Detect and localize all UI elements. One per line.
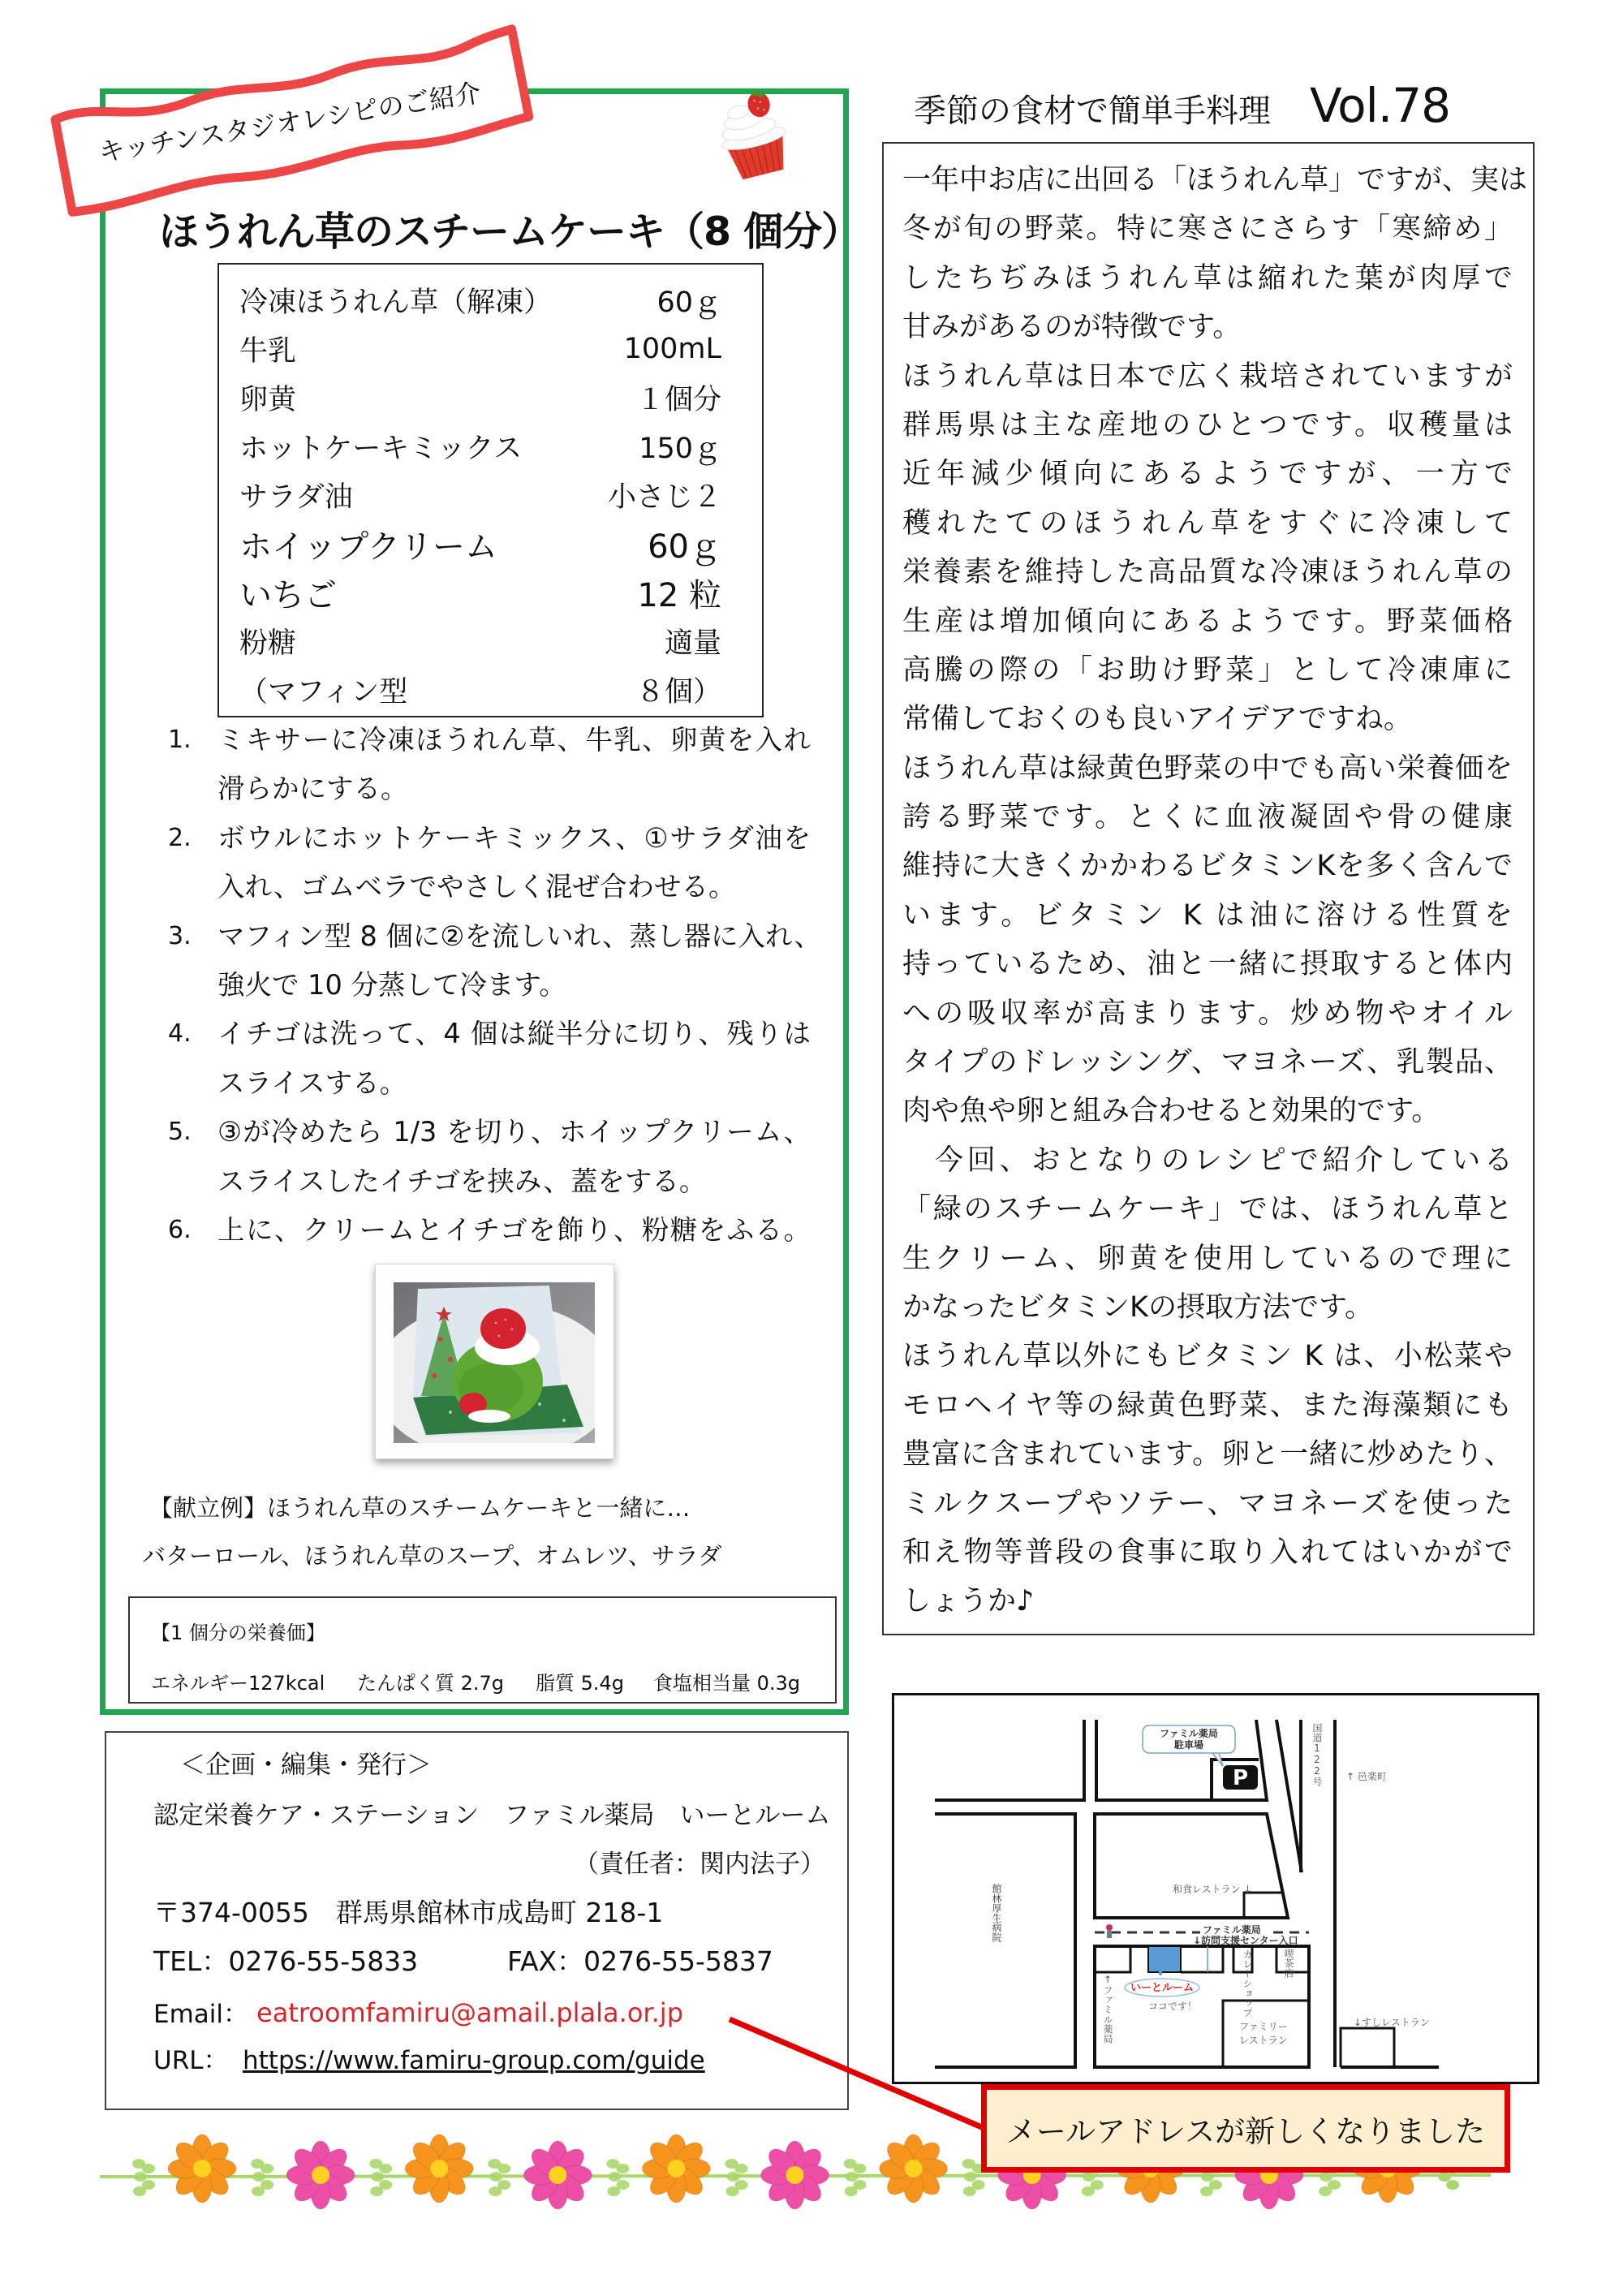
ingredient-row bbox=[239, 471, 721, 519]
flower-icon bbox=[642, 2134, 710, 2203]
column-text bbox=[902, 156, 1528, 1626]
step-number: 6. bbox=[168, 1215, 192, 1244]
step-item bbox=[162, 912, 820, 1010]
cake-photo bbox=[375, 1264, 614, 1459]
flower-icon bbox=[523, 2141, 592, 2209]
column-line: 今回、おとなりのレシピで紹介している bbox=[902, 1144, 1513, 1177]
column-line: ほうれん草は緑黄色野菜の中でも高い栄養価を bbox=[902, 752, 1513, 785]
email-label: Email： bbox=[153, 2000, 249, 2029]
ingredient-name: ホットケーキミックス bbox=[239, 433, 523, 465]
step-text: ミキサーに冷凍ほうれん草、牛乳、卵黄を入れ bbox=[217, 724, 811, 756]
nutrition-label: たんぱく質 bbox=[357, 1672, 454, 1695]
ingredient-amount: 適量 bbox=[664, 627, 721, 660]
ingredient-row bbox=[239, 617, 721, 666]
column-line: 誇る野菜です。とくに血液凝固や骨の健康 bbox=[902, 801, 1513, 834]
step-text: スライスしたイチゴを挟み、蓋をする。 bbox=[217, 1165, 707, 1197]
ingredient-row bbox=[239, 422, 721, 471]
nutrition-value: 127kcal bbox=[248, 1672, 325, 1695]
flower-icon bbox=[761, 2141, 829, 2209]
column-line: 和え物等普段の食事に取り入れてはいかがで bbox=[902, 1536, 1513, 1569]
column-line: 一年中お店に出回る「ほうれん草」ですが、実は bbox=[902, 164, 1528, 196]
step-text: マフィン型 8 個に②を流しいれ、蒸し器に入れ、 bbox=[217, 920, 821, 952]
step-number: 5. bbox=[168, 1118, 192, 1147]
column-paragraph bbox=[902, 744, 1513, 1136]
sushi-restaurant-label: ↓すしレストラン bbox=[1354, 2017, 1430, 2028]
ingredient-name: 冷凍ほうれん草（解凍） bbox=[239, 286, 553, 319]
ingredient-amount: 60ｇ bbox=[657, 286, 721, 319]
ingredient-amount: 12 粒 bbox=[637, 576, 721, 614]
nutrition-energy bbox=[151, 1669, 325, 1697]
volume-number: Vol.78 bbox=[1310, 78, 1451, 133]
column-title: 季節の食材で簡単手料理 bbox=[914, 93, 1271, 130]
pharmacy-side-label: ↑ファミル薬局 bbox=[1102, 1974, 1113, 2044]
step-text: 入れ、ゴムベラでやさしく混ぜ合わせる。 bbox=[217, 871, 736, 903]
column-line: 穫れたてのほうれん草をすぐに冷凍して bbox=[902, 506, 1513, 540]
step-text: ③が冷めたら 1/3 を切り、ホイップクリーム、 bbox=[217, 1116, 811, 1148]
family-restaurant-label: レストラン bbox=[1239, 2035, 1288, 2046]
ingredient-row bbox=[239, 666, 721, 714]
eatroom-label: いーとルーム bbox=[1130, 1982, 1195, 1994]
column-paragraph bbox=[902, 1332, 1513, 1626]
route-label: 国道122号 bbox=[1311, 1723, 1323, 1786]
curry-shop-label: カレーショップ bbox=[1242, 1949, 1253, 2018]
postal-address: 〒374-0055 群馬県館林市成島町 218-1 bbox=[153, 1897, 664, 1928]
column-line: タイプのドレッシング、マヨネーズ、乳製品、 bbox=[902, 1046, 1513, 1079]
column-paragraph bbox=[902, 1136, 1513, 1333]
nutrition-label: 食塩相当量 bbox=[653, 1672, 751, 1695]
direction-label: ↑ 邑楽町 bbox=[1346, 1771, 1387, 1782]
step-text: 上に、クリームとイチゴを飾り、粉糖をふる。 bbox=[217, 1213, 811, 1246]
nutrition-value: 0.3g bbox=[756, 1672, 801, 1695]
recipe-title: ほうれん草のスチームケーキ（8 個分） bbox=[159, 209, 861, 255]
step-item bbox=[162, 716, 820, 814]
ingredient-row bbox=[239, 519, 721, 568]
nutrition-label: エネルギー bbox=[151, 1672, 248, 1695]
parking-icon bbox=[1223, 1765, 1258, 1790]
step-number: 2. bbox=[168, 823, 192, 852]
ingredient-name: 粉糖 bbox=[239, 627, 297, 660]
url-label: URL： bbox=[153, 2046, 229, 2075]
column-line: 生産は増加傾向にあるようです。野菜価格 bbox=[902, 605, 1513, 638]
callout-pointer-line bbox=[722, 2011, 998, 2141]
column-line: したちぢみほうれん草は縮れた葉が肉厚で bbox=[902, 261, 1513, 295]
column-line: 近年減少傾向にあるようですが、一方で bbox=[902, 458, 1513, 491]
step-text: 滑らかにする。 bbox=[217, 773, 408, 805]
column-line: ほうれん草は日本で広く栽培されていますが bbox=[902, 360, 1513, 393]
column-line: 豊富に含まれています。卵と一緒に炒めたり、 bbox=[902, 1438, 1513, 1471]
here-label: ココです！ bbox=[1147, 2001, 1198, 2012]
recipe-banner bbox=[0, 0, 584, 260]
parking-icon-label: P bbox=[1232, 1766, 1249, 1790]
step-text: ボウルにホットケーキミックス、①サラダ油を bbox=[217, 821, 811, 854]
column-line: ほうれん草以外にもビタミン K は、小松菜や bbox=[902, 1340, 1513, 1373]
nutrition-value: 2.7g bbox=[460, 1672, 505, 1695]
column-line: 冬が旬の野菜。特に寒さにさらす「寒締め」 bbox=[902, 213, 1513, 246]
parking-callout bbox=[1143, 1725, 1235, 1766]
hospital-label: 館林厚生病院 bbox=[991, 1884, 1002, 1942]
ingredient-row bbox=[239, 276, 721, 325]
ingredient-name: ホイップクリーム bbox=[239, 528, 497, 566]
ingredient-amount: 60ｇ bbox=[648, 528, 721, 566]
column-line: 維持に大きくかかわるビタミンKを多く含んで bbox=[902, 850, 1513, 883]
responsible-person: （責任者：関内法子） bbox=[574, 1850, 825, 1879]
fax-label: FAX： bbox=[507, 1945, 584, 1977]
recipe-steps bbox=[162, 716, 820, 1255]
cake-photo-image bbox=[394, 1282, 595, 1443]
eatroom-location-marker bbox=[1148, 1946, 1181, 1972]
ingredient-row bbox=[239, 373, 721, 422]
column-paragraph bbox=[902, 352, 1513, 744]
tel-number: 0276-55-5833 bbox=[228, 1945, 419, 1977]
step-number: 4. bbox=[168, 1019, 192, 1049]
step-item bbox=[162, 1010, 820, 1108]
tel-field bbox=[153, 1945, 418, 1978]
parking-callout-line: ファミル薬局 bbox=[1160, 1728, 1218, 1739]
nutrition-heading: 【1 個分の栄養価】 bbox=[151, 1622, 325, 1644]
nutrition-box bbox=[128, 1596, 837, 1704]
step-item bbox=[162, 1108, 820, 1206]
ingredient-amount: １個分 bbox=[635, 384, 721, 416]
column-header bbox=[914, 78, 1450, 133]
menu-example-heading: 【献立例】ほうれん草のスチームケーキと一緒に… bbox=[149, 1494, 691, 1522]
ingredient-row bbox=[239, 325, 721, 373]
ingredient-row bbox=[239, 568, 721, 617]
column-line: への吸収率が高まります。炒め物やオイル bbox=[902, 997, 1513, 1030]
column-line: 甘みがあるのが特徴です。 bbox=[902, 311, 1242, 344]
column-line: 栄養素を維持した高品質な冷凍ほうれん草の bbox=[902, 556, 1513, 589]
step-number: 3. bbox=[168, 921, 192, 950]
column-line: ミルクスープやソテー、マヨネーズを使った bbox=[902, 1487, 1513, 1520]
nutrition-protein bbox=[357, 1669, 504, 1697]
parking-callout-line: 駐車場 bbox=[1173, 1739, 1204, 1751]
step-item bbox=[162, 1206, 820, 1255]
column-line: 生クリーム、卵黄を使用しているので理に bbox=[902, 1242, 1513, 1275]
column-line: かなったビタミンKの摂取方法です。 bbox=[902, 1290, 1374, 1324]
email-changed-notice bbox=[981, 2084, 1510, 2173]
column-line: 肉や魚や卵と組み合わせると効果的です。 bbox=[902, 1095, 1440, 1128]
column-line: 常備しておくのも良いアイデアですね。 bbox=[902, 703, 1412, 736]
ingredient-amount: ８個） bbox=[635, 676, 721, 709]
family-restaurant-label: ファミリー bbox=[1239, 2021, 1288, 2032]
email-link[interactable]: eatroomfamiru@amail.plala.or.jp bbox=[256, 1997, 683, 2028]
flower-icon bbox=[286, 2141, 355, 2209]
column-line: 高騰の際の「お助け野菜」として冷凍庫に bbox=[902, 653, 1513, 687]
nutrition-salt bbox=[653, 1669, 800, 1697]
ingredient-amount: 100mL bbox=[623, 333, 721, 365]
ingredient-name: サラダ油 bbox=[239, 481, 353, 514]
ingredient-name: 卵黄 bbox=[239, 384, 297, 416]
nutrition-label: 脂質 bbox=[536, 1672, 575, 1695]
fax-field bbox=[507, 1945, 773, 1978]
leaf-icon bbox=[844, 2159, 867, 2196]
fax-number: 0276-55-5837 bbox=[583, 1945, 773, 1977]
flower-icon bbox=[880, 2134, 948, 2203]
pharmacy-label: ファミル薬局 bbox=[1203, 1924, 1261, 1936]
banner-label: キッチンスタジオレシピのご紹介 bbox=[97, 76, 484, 168]
cafe-label: 喫茶店 bbox=[1283, 1949, 1294, 1978]
step-text: 強火で 10 分蒸して冷ます。 bbox=[217, 968, 566, 1001]
column-paragraph bbox=[902, 156, 1528, 352]
washoku-restaurant-label: 和食レストラン ↓ bbox=[1173, 1884, 1252, 1895]
column-line: 群馬県は主な産地のひとつです。収穫量は bbox=[902, 408, 1513, 442]
column-line: 持っているため、油と一緒に摂取すると体内 bbox=[902, 948, 1513, 981]
nutrition-value: 5.4g bbox=[580, 1672, 625, 1695]
flower-icon bbox=[405, 2134, 473, 2203]
nutrition-fat bbox=[536, 1669, 624, 1697]
column-line: しょうか♪ bbox=[902, 1585, 1035, 1618]
ingredient-name: 牛乳 bbox=[239, 335, 297, 368]
column-line: 「緑のスチームケーキ」では、ほうれん草と bbox=[902, 1193, 1513, 1226]
ingredients-table bbox=[217, 263, 764, 717]
menu-example-items: バターロール、ほうれん草のスープ、オムレツ、サラダ bbox=[142, 1542, 722, 1570]
publisher-heading: ＜企画・編集・発行＞ bbox=[180, 1751, 432, 1780]
ingredient-name: いちご bbox=[239, 576, 337, 614]
step-item bbox=[162, 814, 820, 912]
person-icon bbox=[1106, 1924, 1113, 1938]
url-link[interactable]: https://www.famiru-group.com/guide bbox=[243, 2046, 705, 2075]
ingredient-amount: 150ｇ bbox=[639, 433, 721, 465]
step-text: スライスする。 bbox=[217, 1066, 407, 1099]
ingredient-name: （マフィン型 bbox=[239, 676, 408, 709]
step-text: イチゴは洗って、4 個は縦半分に切り、残りは bbox=[217, 1018, 811, 1050]
notice-text: メールアドレスが新しくなりました bbox=[1005, 2113, 1486, 2149]
column-line: モロヘイヤ等の緑黄色野菜、また海藻類にも bbox=[902, 1389, 1513, 1422]
tel-label: TEL： bbox=[153, 1945, 229, 1977]
ingredient-amount: 小さじ２ bbox=[607, 481, 721, 514]
visit-center-entrance-label: ↓訪問支援センター入口 bbox=[1193, 1935, 1298, 1946]
column-line: います。ビタミン K は油に溶ける性質を bbox=[902, 898, 1513, 932]
organization-name: 認定栄養ケア・ステーション ファミル薬局 いーとルーム bbox=[153, 1801, 831, 1830]
step-number: 1. bbox=[168, 726, 192, 754]
flower-icon bbox=[168, 2134, 236, 2203]
